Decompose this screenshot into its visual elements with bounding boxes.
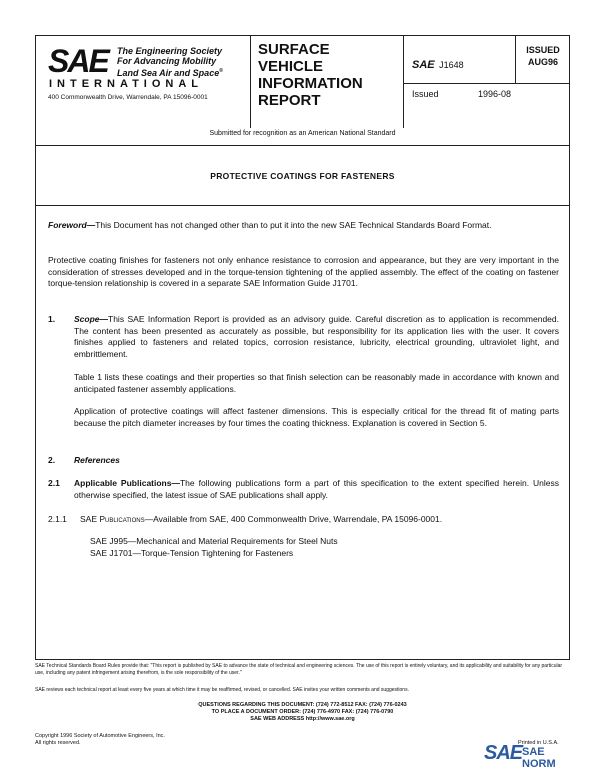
sae-norm-stamp xyxy=(484,742,574,770)
stamp-logo: SAE xyxy=(484,742,523,764)
printed-in: Printed in U.S.A. xyxy=(518,740,559,746)
section-1-paragraph-3: Application of protective coatings will affect fastener dimensions. This is especially critical for the thread fit of mating parts because the pitch diameter increases by four times the coating thickness. Explanation is covered in Section 5. xyxy=(74,406,559,428)
document-number: SAE J1648 xyxy=(412,59,464,71)
issued-date: 1996-08 xyxy=(478,89,512,99)
header-col-divider-1 xyxy=(250,35,251,128)
copyright: Copyright 1996 Society of Automotive Engineers, Inc. All rights reserved. xyxy=(35,733,165,746)
section-2-1-1-sae-publications: SAE Publications—Available from SAE, 400 Commonwealth Drive, Warrendale, PA 15096-0001. xyxy=(80,514,443,524)
stamp-label: SAE NORM xyxy=(522,746,556,770)
report-type: SURFACE VEHICLE INFORMATION REPORT xyxy=(258,41,363,109)
section-2-1-number: 2.1 xyxy=(48,478,60,488)
section-1-number: 1. xyxy=(48,314,56,324)
footnote-board-rules: SAE Technical Standards Board Rules provide that: "This report is published by SAE to advance the state of technical and engineering sciences. The use of this report is entirely voluntary, and its applicability and suitability for any particular use, including any patent infringement arising therefrom, is the sole responsibility of the user." xyxy=(35,663,563,676)
footnote-review: SAE reviews each technical report at least every five years at which time it may be reaffirmed, revised, or cancelled. SAE invites your written comments and suggestions. xyxy=(35,687,409,693)
issued-code-box: ISSUED AUG96 xyxy=(526,45,560,67)
document-title: PROTECTIVE COATINGS FOR FASTENERS xyxy=(210,171,395,181)
foreword-paragraph: Foreword—This Document has not changed other than to put it into the new SAE Technical Standards Board Format. xyxy=(48,220,492,230)
submitted-note: Submitted for recognition as an American National Standard xyxy=(209,130,396,137)
reference-j1701: SAE J1701—Torque-Tension Tightening for Fasteners xyxy=(90,548,294,558)
section-1-paragraph-2: Table 1 lists these coatings and their properties so that finish selection can be reasonably made in accordance with known and anticipated fastener assembly applications. xyxy=(74,372,559,394)
contact-info: QUESTIONS REGARDING THIS DOCUMENT: (724) 772-8512 FAX: (724) 776-0243 TO PLACE A DOCUMENT ORDER: (724) 776-4970 FAX: (724) 776-0790 SAE WEB ADDRESS http://www.sae.org xyxy=(198,702,407,722)
section-2-1-applicable-publications: Applicable Publications—The following publications form a part of this specification to the extent specified herein. Unless otherwise specified, the latest issue of SAE publications shall apply. xyxy=(74,478,560,500)
international-label: INTERNATIONAL xyxy=(49,78,204,90)
issued-row-label: Issued xyxy=(412,89,439,99)
issued-row-divider xyxy=(403,83,570,84)
title-divider xyxy=(35,205,570,206)
intro-paragraph: Protective coating finishes for fasteners not only enhance resistance to corrosion and appearance, but they are very important in the consideration of stresses developed and in the torque-tension tightening of the applied assembly. The effect of the coating on fastener torque-tension relationship is covered in a separate SAE Information Guide J1701. xyxy=(48,255,559,288)
section-2-heading: References xyxy=(74,455,120,465)
sae-logo: SAE xyxy=(48,43,108,79)
society-name: The Engineering Society For Advancing Mobility Land Sea Air and Space® xyxy=(117,46,223,78)
header-divider xyxy=(35,145,570,146)
sae-address: 400 Commonwealth Drive, Warrendale, PA 15096-0001 xyxy=(48,94,208,101)
header-col-divider-2 xyxy=(403,35,404,128)
header-col-divider-3 xyxy=(515,35,516,83)
section-2-number: 2. xyxy=(48,455,56,465)
section-1-scope: Scope—This SAE Information Report is provided as an advisory guide. Careful discretion as to application is recommended. The content has been presented as accurately as possible, but responsibility for its application lies with the user. It covers finishes applied to fasteners and related topics, corrosion resistance, lubricity, electrical grounding, ultraviolet light, and embrittlement. xyxy=(74,314,559,359)
reference-j995: SAE J995—Mechanical and Material Requirements for Steel Nuts xyxy=(90,536,338,546)
section-2-1-1-number: 2.1.1 xyxy=(48,514,67,524)
